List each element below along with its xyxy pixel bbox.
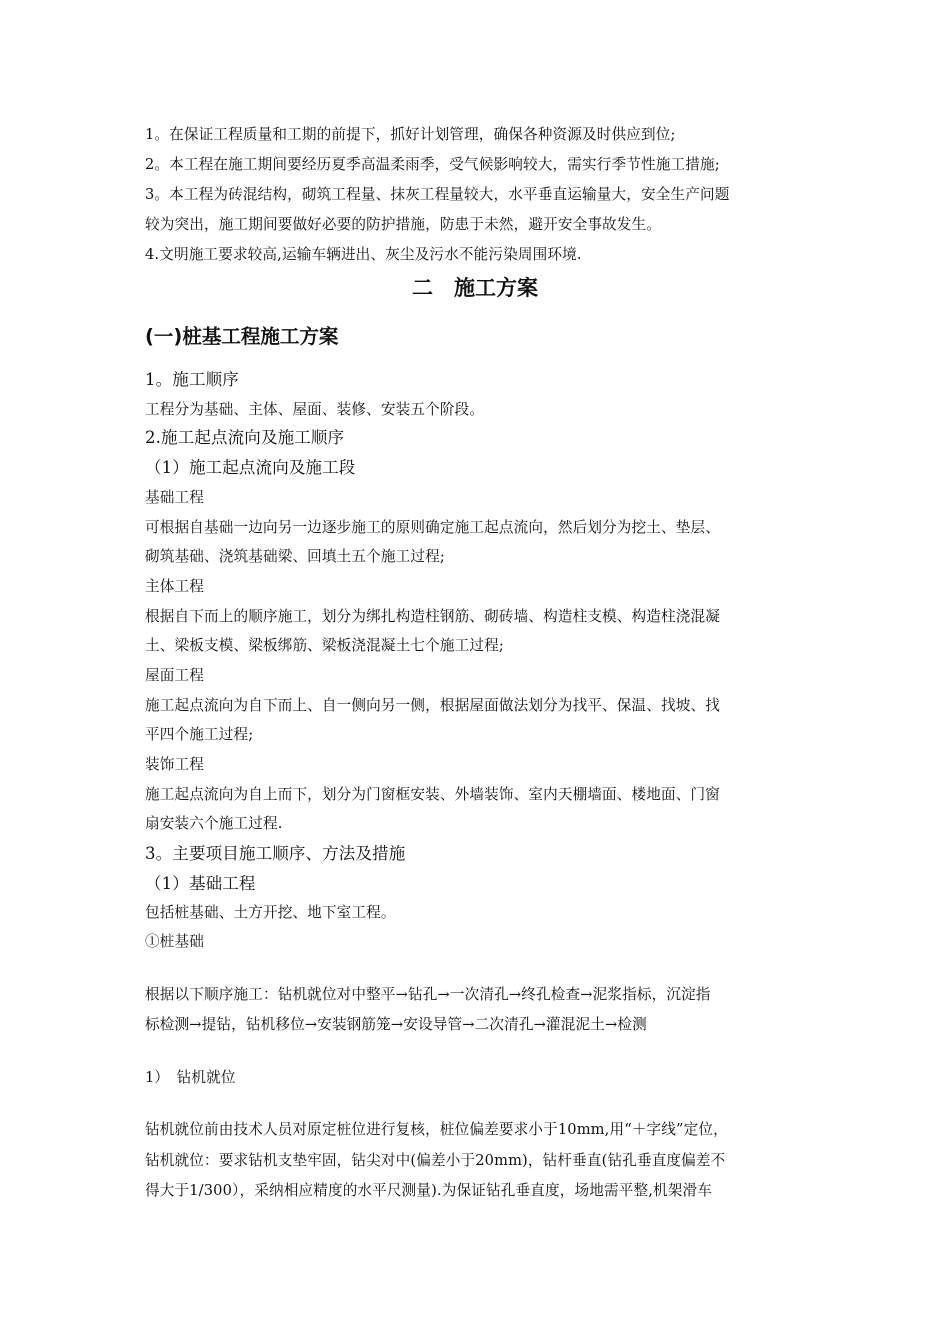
- body-line: 基础工程: [145, 489, 204, 506]
- body-line: 得大于1/300），采纳相应精度的水平尺测量).为保证钻孔垂直度，场地需平整,机架滑车: [145, 1182, 712, 1199]
- subheading: 3。主要项目施工顺序、方法及措施: [145, 844, 406, 863]
- body-line: 砌筑基础、浇筑基础梁、回填土五个施工过程;: [145, 548, 445, 565]
- intro-paragraph-line: 3。本工程为砖混结构，砌筑工程量、抹灰工程量较大，水平垂直运输量大，安全生产问题: [145, 186, 730, 203]
- body-line: 包括桩基础、土方开挖、地下室工程。: [145, 904, 396, 921]
- intro-paragraph-line: 2。本工程在施工期间要经历夏季高温柔雨季，受气候影响较大，需实行季节性施工措施;: [145, 156, 720, 173]
- body-line: 屋面工程: [145, 667, 204, 684]
- subheading: （1）施工起点流向及施工段: [145, 458, 356, 477]
- subheading: （1）基础工程: [145, 874, 256, 893]
- body-line: 扇安装六个施工过程.: [145, 815, 283, 832]
- body-line: 钻机就位：要求钻机支垫牢固，钻尖对中(偏差小于20mm)，钻杆垂直(钻孔垂直度偏差不: [145, 1152, 726, 1169]
- body-line: 装饰工程: [145, 756, 204, 773]
- body-line: 平四个施工过程;: [145, 726, 254, 743]
- body-line: 1） 钻机就位: [145, 1069, 236, 1086]
- intro-paragraph-line: 4.文明施工要求较高,运输车辆进出、灰尘及污水不能污染周围环境.: [145, 246, 582, 263]
- body-line: 标检测→提钻，钻机移位→安装钢筋笼→安设导管→二次清孔→灌混泥土→检测: [145, 1016, 647, 1033]
- body-line: 根据以下顺序施工：钻机就位对中整平→钻孔→一次清孔→终孔检查→泥浆指标，沉淀指: [145, 986, 711, 1003]
- chapter-title: 二 施工方案: [412, 276, 538, 300]
- subheading: 2.施工起点流向及施工顺序: [145, 428, 345, 447]
- section-title: (一)桩基工程施工方案: [145, 325, 339, 348]
- body-line: 钻机就位前由技术人员对原定桩位进行复核，桩位偏差要求小于10mm,用“＋字线”定位，: [145, 1121, 728, 1138]
- body-line: 施工起点流向为自下而上、自一侧向另一侧，根据屋面做法划分为找平、保温、找坡、找: [145, 697, 721, 714]
- body-line: ①桩基础: [145, 933, 204, 950]
- body-line: 施工起点流向为自上而下，划分为门窗框安装、外墙装饰、室内天棚墙面、楼地面、门窗: [145, 786, 721, 803]
- body-line: 土、梁板支模、梁板绑筋、梁板浇混凝土七个施工过程;: [145, 637, 504, 654]
- intro-paragraph-line: 较为突出，施工期间要做好必要的防护措施，防患于未然，避开安全事故发生。: [145, 216, 662, 233]
- body-line: 可根据自基础一边向另一边逐步施工的原则确定施工起点流向，然后划分为挖土、垫层、: [145, 519, 721, 536]
- body-line: 根据自下而上的顺序施工，划分为绑扎构造柱钢筋、砌砖墙、构造柱支模、构造柱浇混凝: [145, 608, 721, 625]
- body-line: 工程分为基础、主体、屋面、装修、安装五个阶段。: [145, 401, 485, 418]
- intro-paragraph-line: 1。在保证工程质量和工期的前提下，抓好计划管理，确保各种资源及时供应到位;: [145, 126, 676, 143]
- subheading: 1。施工顺序: [145, 370, 239, 389]
- body-line: 主体工程: [145, 578, 204, 595]
